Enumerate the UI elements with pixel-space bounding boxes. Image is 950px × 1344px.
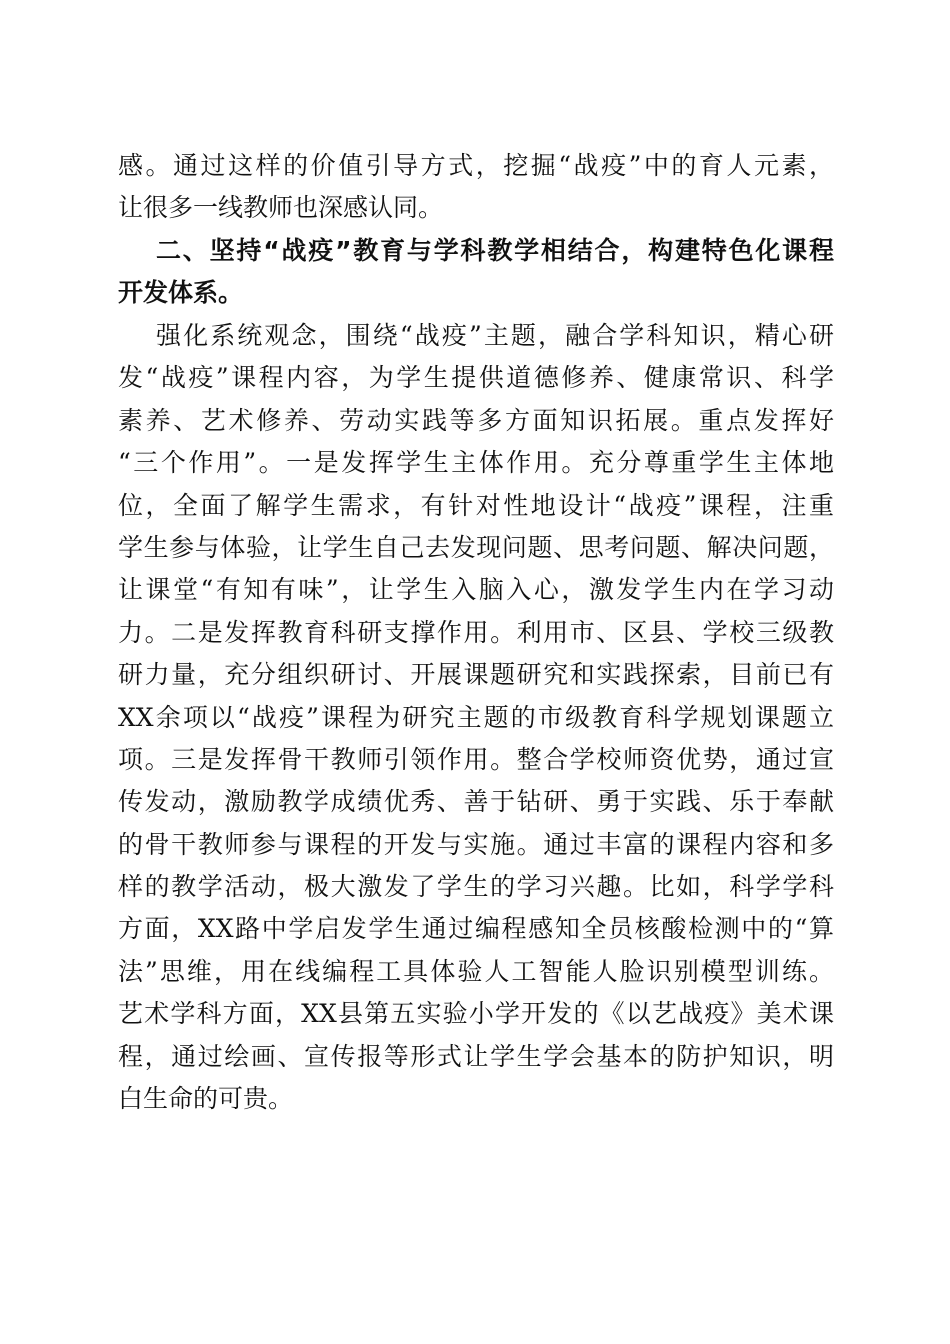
body-line: 白生命的可贵。 <box>118 1084 294 1114</box>
body-line: 样的教学活动，极大激发了学生的学习兴趣。比如，科学学科 <box>118 872 834 902</box>
body-line: 传发动，激励教学成绩优秀、善于钻研、勇于实践、乐于奉献 <box>118 787 834 817</box>
section-heading <box>118 230 834 315</box>
body-line: “三个作用”。一是发挥学生主体作用。充分尊重学生主体地 <box>118 448 834 478</box>
body-line: 素养、艺术修养、劳动实践等多方面知识拓展。重点发挥好 <box>118 405 834 435</box>
body-line: 位，全面了解学生需求，有针对性地设计“战疫”课程，注重 <box>118 490 834 520</box>
heading-line: 二、坚持“战疫”教育与学科教学相结合，构建特色化课程 <box>156 236 834 265</box>
intro-paragraph <box>118 145 834 230</box>
body-line: 项。三是发挥骨干教师引领作用。整合学校师资优势，通过宣 <box>118 744 834 774</box>
body-line: 学生参与体验，让学生自己去发现问题、思考问题、解决问题， <box>118 532 834 562</box>
heading-line: 开发体系。 <box>118 278 244 308</box>
body-line: 法”思维，用在线编程工具体验人工智能人脸识别模型训练。 <box>118 956 834 986</box>
body-line: 强化系统观念，围绕“战疫”主题，融合学科知识，精心研 <box>156 321 834 350</box>
body-line: 发“战疫”课程内容，为学生提供道德修养、健康常识、科学 <box>118 363 834 393</box>
body-line: 力。二是发挥教育科研支撑作用。利用市、区县、学校三级教 <box>118 617 834 647</box>
body-paragraph <box>118 315 834 1120</box>
body-line: 程，通过绘画、宣传报等形式让学生学会基本的防护知识，明 <box>118 1041 834 1071</box>
body-line: 方面，XX路中学启发学生通过编程感知全员核酸检测中的“算 <box>118 914 834 944</box>
body-line: 研力量，充分组织研讨、开展课题研究和实践探索，目前已有 <box>118 660 834 690</box>
body-line: 的骨干教师参与课程的开发与实施。通过丰富的课程内容和多 <box>118 829 834 859</box>
intro-line: 让很多一线教师也深感认同。 <box>118 193 444 223</box>
body-line: 让课堂“有知有味”，让学生入脑入心，激发学生内在学习动 <box>118 575 834 605</box>
body-line: 艺术学科方面，XX县第五实验小学开发的《以艺战疫》美术课 <box>118 999 834 1029</box>
intro-line: 感。通过这样的价值引导方式，挖掘“战疫”中的育人元素， <box>118 151 834 180</box>
body-line: XX余项以“战疫”课程为研究主题的市级教育科学规划课题立 <box>118 702 834 732</box>
